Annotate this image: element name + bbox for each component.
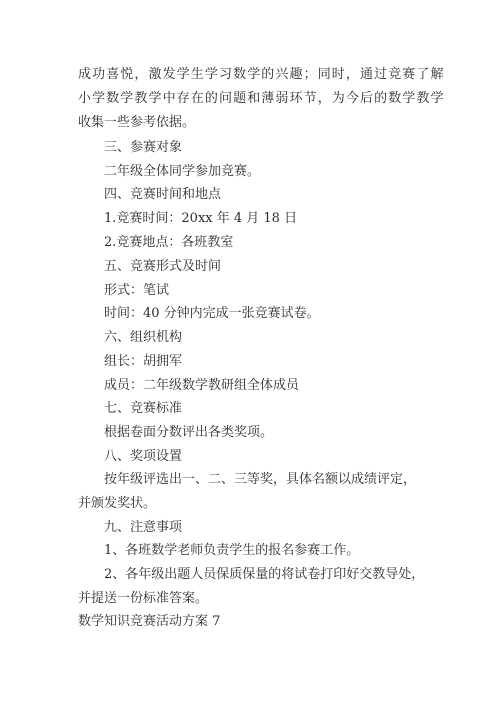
awards-text-line-2: 并颁发奖状。 (78, 496, 157, 511)
note-1: 1、各班数学老师负责学生的报名参赛工作。 (104, 543, 360, 558)
paragraph-line-3: 收集一些参考依据。 (78, 115, 196, 130)
section-heading-format: 五、竞赛形式及时间 (104, 259, 222, 274)
section-heading-standard: 七、竞赛标准 (104, 401, 183, 416)
format-text: 形式：笔试 (104, 283, 170, 298)
team-members-text: 成员：二年级数学教研组全体成员 (104, 378, 300, 393)
section-heading-notes: 九、注意事项 (104, 520, 183, 535)
paragraph-line-1: 成功喜悦，激发学生学习数学的兴趣；同时，通过竞赛了解 (78, 67, 445, 82)
section-heading-time-place: 四、竞赛时间和地点 (104, 187, 222, 202)
paragraph-line-2: 小学数学教学中存在的问题和薄弱环节，为今后的数学教学 (78, 91, 445, 106)
duration-text: 时间：40 分钟内完成一张竞赛试卷。 (104, 306, 320, 321)
awards-text-line-1: 按年级评选出一、二、三等奖，具体名额以成绩评定， (104, 472, 417, 487)
participants-text: 二年级全体同学参加竞赛。 (104, 164, 261, 179)
competition-place: 2.竞赛地点：各班教室 (104, 235, 234, 250)
next-section-title: 数学知识竞赛活动方案 7 (78, 614, 221, 629)
competition-time: 1.竞赛时间：20xx 年 4 月 18 日 (104, 211, 298, 226)
section-heading-participants: 三、参赛对象 (104, 140, 183, 155)
section-heading-organization: 六、组织机构 (104, 330, 183, 345)
team-leader-text: 组长：胡拥军 (104, 354, 183, 369)
section-heading-awards: 八、奖项设置 (104, 449, 183, 464)
note-2-line-2: 并提送一份标准答案。 (78, 591, 209, 606)
standard-text: 根据卷面分数评出各类奖项。 (104, 425, 274, 440)
note-2-line-1: 2、各年级出题人员保质保量的将试卷打印好交教导处， (104, 567, 425, 582)
